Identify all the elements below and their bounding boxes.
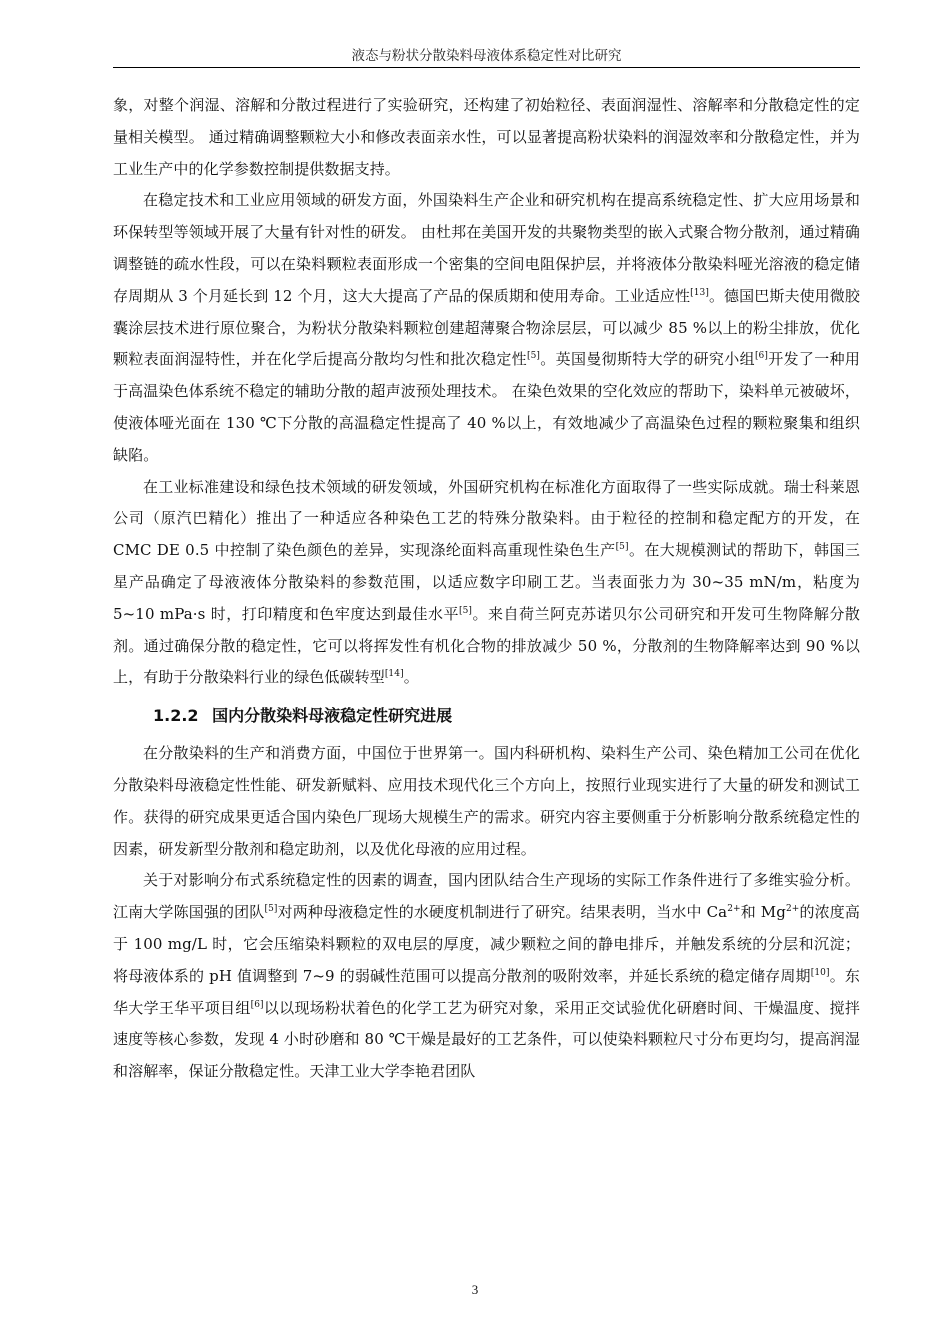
citation-superscript: 2+	[727, 904, 741, 915]
text-run: 。英国曼彻斯特大学的研究小组	[540, 350, 755, 369]
header-rule	[113, 67, 860, 68]
section-title: 国内分散染料母液稳定性研究进展	[212, 706, 453, 726]
section-heading	[113, 694, 860, 738]
citation-superscript: [5]	[526, 351, 541, 362]
text-run: 。德国巴斯夫使用微胶囊涂层技术进行原位聚合，为粉状分散染料颗粒创建超薄聚合物涂层层，可以减少 85 %以上的粉尘排放，优化颗粒表面润湿特性，并在化学后提高分散均匀性和批次稳定性	[113, 286, 860, 369]
text-run: 。来自荷兰阿克苏诺贝尔公司研究和开发可生物降解分散剂。通过确保分散的稳定性，它可以将挥发性有机化合物的排放减少 50 %，分散剂的生物降解率达到 90 %以上，有助于分散染料行业的绿色低碳转型	[113, 604, 860, 687]
citation-superscript: [6]	[754, 351, 768, 362]
text-run: 对两种母液稳定性的水硬度机制进行了研究。结果表明，当水中 Ca	[277, 903, 728, 922]
text-run: 象，对整个润湿、溶解和分散过程进行了实验研究，还构建了初始粒径、表面润湿性、溶解率和分散稳定性的定量相关模型。 通过精确调整颗粒大小和修改表面亲水性，可以显著提高粉状染料的润湿效率和分散稳定性，并为工业生产中的化学参数控制提供数据支持。	[113, 96, 860, 178]
paragraph	[113, 865, 860, 1088]
running-header: 液态与粉状分散染料母液体系稳定性对比研究	[351, 48, 622, 64]
paragraph	[113, 90, 860, 185]
text-run: 。在大规模测试的帮助下，韩国三星产品确定了母液液体分散染料的参数范围，以适应数字印刷工艺。当表面张力为 30~35 mN/m，粘度为 5~10 mPa·s 时，打印精度和色牢度达到最佳水平	[113, 541, 860, 623]
page-number: 3	[471, 1282, 479, 1297]
section-number: 1.2.2	[153, 706, 199, 726]
citation-superscript: [13]	[690, 287, 709, 298]
text-run: 。	[403, 668, 419, 687]
paragraph	[113, 185, 860, 471]
citation-superscript: [5]	[615, 542, 629, 553]
text-run: 在稳定技术和工业应用领域的研发方面，外国染料生产企业和研究机构在提高系统稳定性、扩大应用场景和环保转型等领域开展了大量有针对性的研发。 由杜邦在美国开发的共聚物类型的嵌入式聚合物分散剂，通过精确调整链的疏水性段，可以在染料颗粒表面形成一个密集的空间电阻保护层，并将液体分散染料哑光溶液的稳定储存周期从 3 个月延长到 12 个月，这大大提高了产品的保质期和使用寿命。工业适应性	[113, 191, 860, 305]
text-run: 开发了一种用于高温染色体系统不稳定的辅助分散的超声波预处理技术。 在染色效果的空化效应的帮助下，染料单元被破坏，使液体哑光面在 130 ℃下分散的高温稳定性提高了 40 %以上，有效地减少了高温染色过程的颗粒聚集和组织缺陷。	[113, 350, 860, 464]
citation-superscript: [5]	[459, 605, 473, 616]
paragraph-group-domestic	[113, 738, 860, 1088]
text-run: 在工业标准建设和绿色技术领域的研发领域，外国研究机构在标准化方面取得了一些实际成就。瑞士科莱恩公司（原汽巴精化）推出了一种适应各种染色工艺的特殊分散染料。由于粒径的控制和稳定配方的开发，在 CMC DE 0.5 中控制了染色颜色的差异，实现涤纶面料高重现性染色生产	[113, 477, 860, 560]
citation-superscript: 2+	[785, 904, 800, 915]
text-run: 在分散染料的生产和消费方面，中国位于世界第一。国内科研机构、染料生产公司、染色精加工公司在优化分散染料母液稳定性性能、研发新赋料、应用技术现代化三个方向上，按照行业现实进行了大量的研发和测试工作。获得的研究成果更适合国内染色厂现场大规模生产的需求。研究内容主要侧重于分析影响分散系统稳定性的因素，研发新型分散剂和稳定助剂，以及优化母液的应用过程。	[113, 744, 860, 858]
citation-superscript: [10]	[810, 967, 830, 978]
paragraph	[113, 738, 860, 865]
text-run: 关于对影响分布式系统稳定性的因素的调查，国内团队结合生产现场的实际工作条件进行了多维实验分析。江南大学陈国强的团队	[113, 871, 860, 922]
citation-superscript: [5]	[264, 904, 278, 915]
text-run: 的浓度高于 100 mg/L 时，它会压缩染料颗粒的双电层的厚度，减少颗粒之间的静电排斥，并触发系统的分层和沉淀；将母液体系的 pH 值调整到 7~9 的弱碱性范围可以提高分散剂的吸附效率，并延长系统的稳定储存周期	[113, 903, 861, 985]
paragraph-group-foreign	[113, 90, 860, 694]
paragraph	[113, 472, 860, 695]
text-run: 。东华大学王华平项目组	[113, 966, 861, 1017]
text-run: 以以现场粉状着色的化学工艺为研究对象，采用正交试验优化研磨时间、干燥温度、搅拌速度等核心参数，发现 4 小时砂磨和 80 ℃干燥是最好的工艺条件，可以使染料颗粒尺寸分布更均匀，提高润湿和溶解率，保证分散稳定性。天津工业大学李艳君团队	[113, 998, 861, 1081]
citation-superscript: [6]	[250, 999, 264, 1010]
citation-superscript: [14]	[384, 669, 404, 680]
page-body	[113, 90, 860, 1088]
text-run: 和 Mg	[740, 903, 786, 922]
